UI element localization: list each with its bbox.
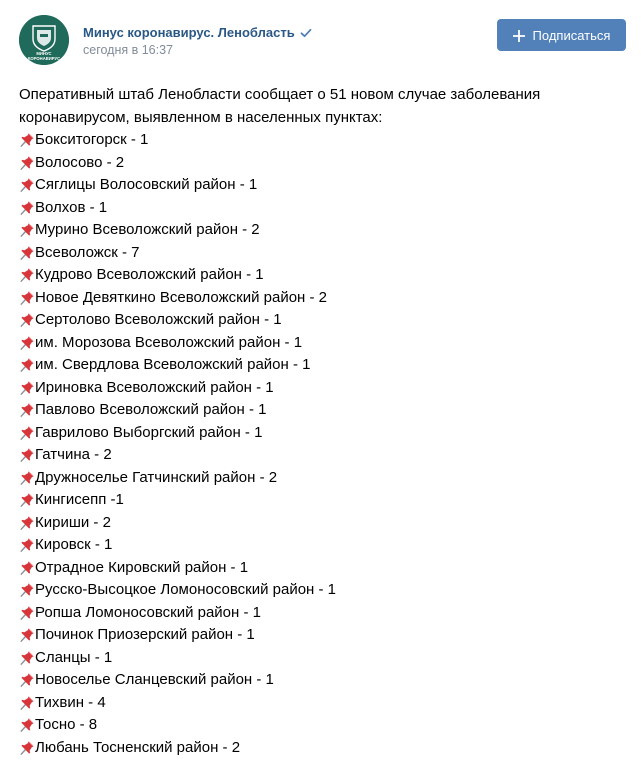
pushpin-icon: [19, 627, 35, 643]
pushpin-icon: [19, 335, 35, 351]
list-item: [19, 422, 619, 445]
list-item: [19, 737, 619, 760]
list-item-text: Гаврилово Выборгский район - 1: [35, 423, 263, 441]
list-item-text: Ропша Ломоносовский район - 1: [35, 603, 261, 621]
list-item: [19, 557, 619, 580]
pushpin-icon: [19, 582, 35, 598]
list-item-text: Кудрово Всеволожский район - 1: [35, 266, 264, 283]
post-time[interactable]: сегодня в 16:37: [83, 43, 173, 57]
list-item: [19, 579, 619, 602]
list-item: [19, 647, 619, 670]
list-item: [19, 197, 619, 220]
list-item: [19, 467, 619, 490]
pushpin-icon: [19, 492, 35, 508]
pushpin-icon: [19, 200, 35, 216]
pushpin-icon: [19, 177, 35, 193]
check-icon: [300, 26, 312, 38]
pushpin-icon: [19, 560, 35, 576]
avatar-logo: [19, 15, 69, 65]
pushpin-icon: [19, 695, 35, 711]
pushpin-icon: [19, 357, 35, 373]
list-item-text: Сланцы - 1: [35, 648, 113, 666]
list-item-text: Павлово Всеволожский район - 1: [35, 401, 267, 418]
pushpin-icon: [19, 312, 35, 328]
list-item: [19, 152, 619, 175]
pushpin-icon: [19, 380, 35, 396]
list-item: [19, 264, 619, 287]
list-item-text: Новое Девяткино Всеволожский район - 2: [35, 288, 327, 306]
list-item-text: Кингисепп -1: [35, 491, 124, 508]
list-item-text: Отрадное Кировский район - 1: [35, 558, 249, 576]
post-body: [19, 84, 619, 759]
list-item: [19, 219, 619, 242]
list-item-text: Сертолово Всеволожский район - 1: [35, 311, 282, 328]
pushpin-icon: [19, 740, 35, 756]
list-item-text: Всеволожск - 7: [35, 243, 140, 261]
pushpin-icon: [19, 245, 35, 261]
list-item: [19, 602, 619, 625]
list-item-text: Кириши - 2: [35, 513, 111, 531]
list-item: [19, 242, 619, 265]
pushpin-icon: [19, 222, 35, 238]
list-item-text: им. Свердлова Всеволожский район - 1: [35, 356, 311, 373]
pushpin-icon: [19, 470, 35, 486]
list-item: [19, 309, 619, 332]
list-item-text: Сяглицы Волосовский район - 1: [35, 176, 258, 193]
list-item: [19, 624, 619, 647]
list-item: [19, 174, 619, 197]
list-item-text: Русско-Высоцкое Ломоносовский район - 1: [35, 581, 337, 598]
pushpin-icon: [19, 402, 35, 418]
pushpin-icon: [19, 605, 35, 621]
list-item: [19, 354, 619, 377]
list-item-text: Кировск - 1: [35, 536, 113, 553]
list-item: [19, 714, 619, 737]
list-item-text: Ириновка Всеволожский район - 1: [35, 378, 274, 396]
list-item-text: Починок Приозерский район - 1: [35, 626, 255, 643]
pushpin-icon: [19, 290, 35, 306]
pushpin-icon: [19, 447, 35, 463]
avatar-text-line1: МИНУС: [36, 51, 52, 56]
list-item: [19, 512, 619, 535]
list-item-text: Любань Тосненский район - 2: [35, 738, 241, 756]
pushpin-icon: [19, 425, 35, 441]
author-name-row: [83, 23, 312, 41]
list-item-text: Бокситогорск - 1: [35, 131, 149, 148]
list-item: [19, 399, 619, 422]
list-item: [19, 287, 619, 310]
author-name-link[interactable]: Минус коронавирус. Ленобласть: [83, 24, 295, 40]
list-item: [19, 377, 619, 400]
list-item-text: Волхов - 1: [35, 198, 108, 216]
subscribe-label: Подписаться: [532, 27, 611, 43]
list-item-text: Дружноселье Гатчинский район - 2: [35, 468, 278, 486]
pushpin-icon: [19, 650, 35, 666]
list-item: [19, 534, 619, 557]
list-item-text: Гатчина - 2: [35, 446, 112, 463]
list-item-text: Мурино Всеволожский район - 2: [35, 221, 260, 238]
pushpin-icon: [19, 717, 35, 733]
list-item: [19, 444, 619, 467]
list-item-text: Волосово - 2: [35, 153, 125, 171]
intro-text: Оперативный штаб Ленобласти сообщает о 51 новом случае заболевания коронавирусом, выявленном в населенных пунктах:: [19, 86, 541, 126]
list-item: [19, 669, 619, 692]
list-item: [19, 489, 619, 512]
list-item-text: Новоселье Сланцевский район - 1: [35, 671, 274, 688]
avatar[interactable]: [19, 15, 69, 65]
author-block: [83, 23, 312, 57]
list-item-text: им. Морозова Всеволожский район - 1: [35, 333, 303, 351]
pushpin-icon: [19, 155, 35, 171]
list-item-text: Тихвин - 4: [35, 693, 106, 711]
list-item: [19, 332, 619, 355]
list-item-text: Тосно - 8: [35, 716, 98, 733]
plus-icon: [513, 29, 525, 41]
pushpin-icon: [19, 537, 35, 553]
pushpin-icon: [19, 672, 35, 688]
subscribe-button[interactable]: [497, 19, 626, 51]
post-header: [0, 0, 641, 80]
list-item: [19, 692, 619, 715]
pushpin-icon: [19, 515, 35, 531]
avatar-text-line2: КОРОНАВИРУС: [27, 56, 61, 61]
places-list: [19, 129, 619, 759]
pushpin-icon: [19, 267, 35, 283]
list-item: [19, 129, 619, 152]
pushpin-icon: [19, 132, 35, 148]
